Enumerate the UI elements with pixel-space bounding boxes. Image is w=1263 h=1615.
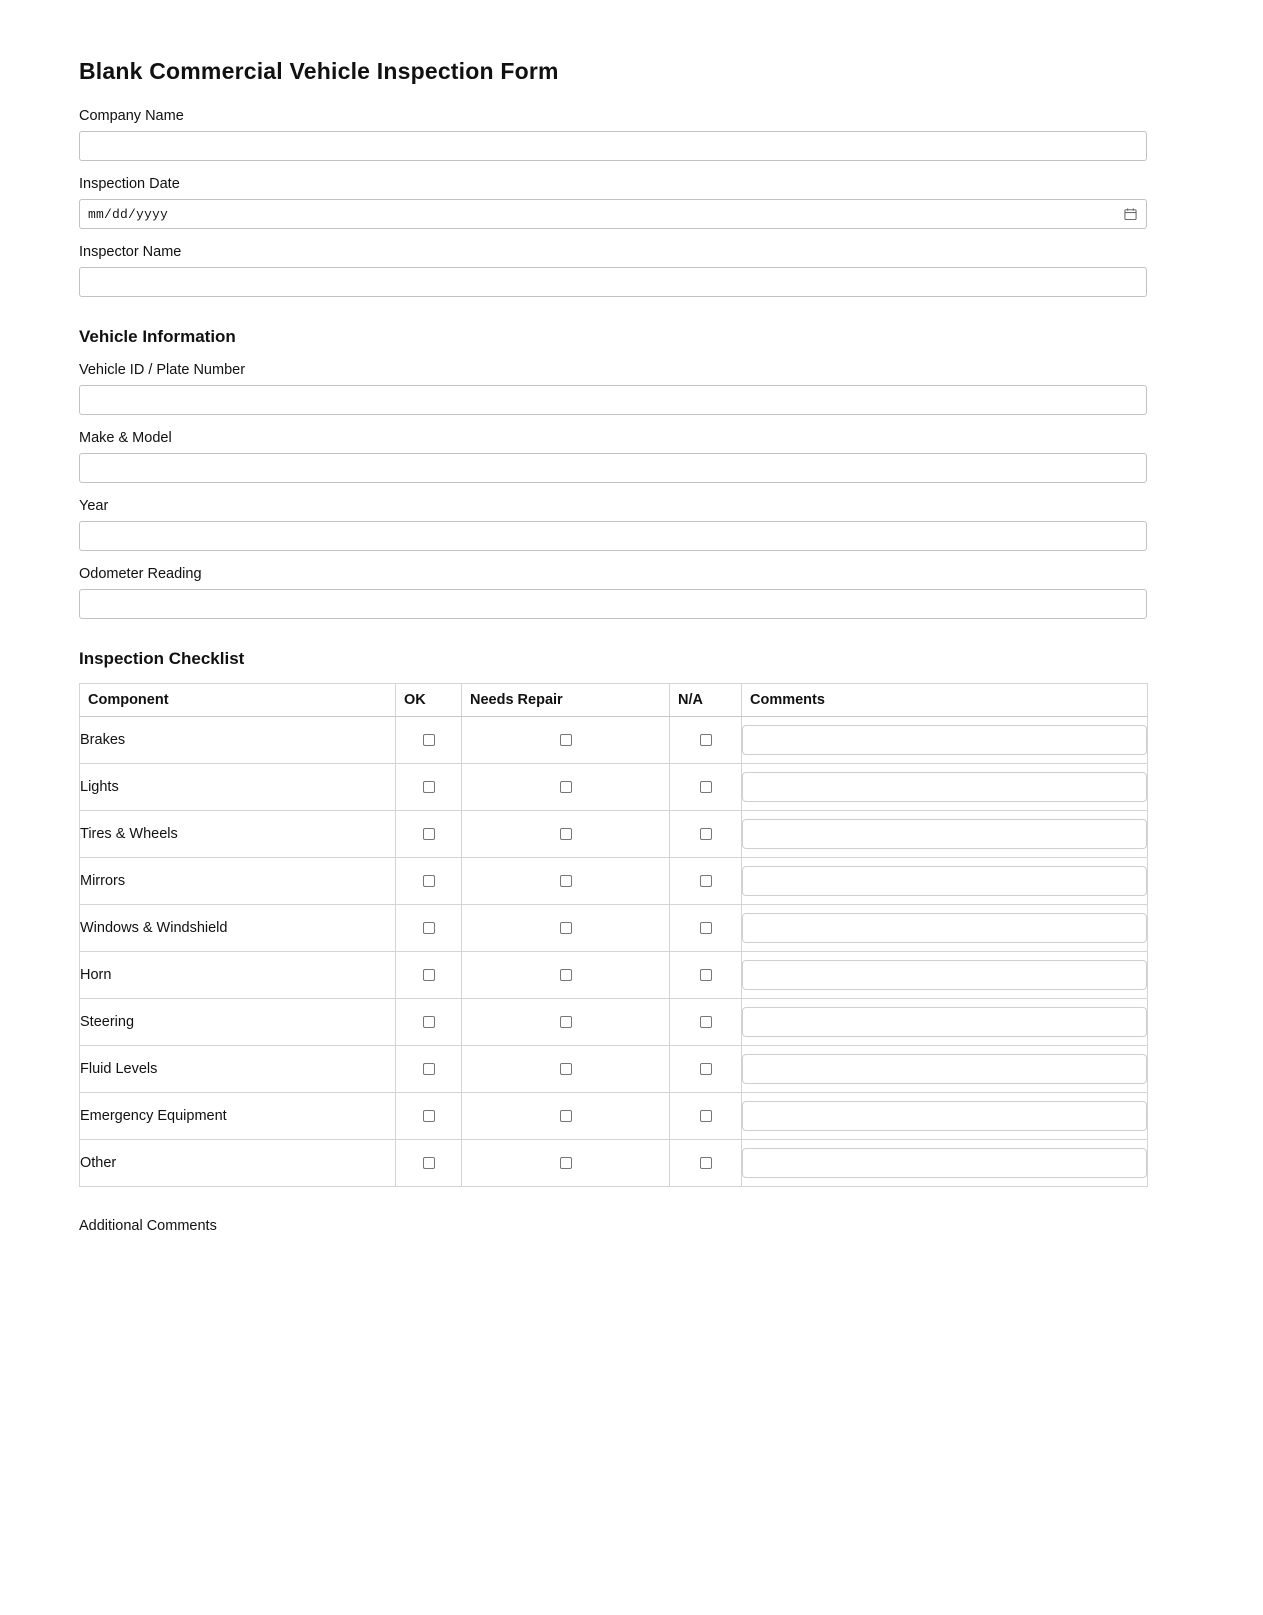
ok-checkbox-cell bbox=[396, 858, 462, 905]
na-checkbox-cell bbox=[670, 1093, 742, 1140]
additional-comments-label: Additional Comments bbox=[79, 1218, 217, 1234]
needs-repair-checkbox-cell bbox=[462, 1046, 670, 1093]
table-row bbox=[80, 999, 1148, 1046]
comment-cell bbox=[742, 717, 1148, 764]
comment-input[interactable] bbox=[742, 1007, 1147, 1037]
ok-checkbox-cell bbox=[396, 811, 462, 858]
table-row bbox=[80, 1093, 1148, 1140]
year-label: Year bbox=[79, 498, 109, 514]
component-name-cell: Other bbox=[80, 1140, 396, 1187]
component-name-cell: Steering bbox=[80, 999, 396, 1046]
field-vehicle-id bbox=[79, 361, 1148, 415]
vehicle-id-input[interactable] bbox=[79, 385, 1147, 415]
ok-checkbox[interactable] bbox=[423, 1157, 435, 1169]
ok-checkbox[interactable] bbox=[423, 969, 435, 981]
na-checkbox[interactable] bbox=[700, 969, 712, 981]
comment-input[interactable] bbox=[742, 960, 1147, 990]
comment-cell bbox=[742, 999, 1148, 1046]
inspection-date-input[interactable] bbox=[79, 199, 1147, 229]
na-checkbox-cell bbox=[670, 858, 742, 905]
table-row bbox=[80, 811, 1148, 858]
comment-input[interactable] bbox=[742, 1054, 1147, 1084]
na-checkbox-cell bbox=[670, 1046, 742, 1093]
table-row bbox=[80, 952, 1148, 999]
company-name-input[interactable] bbox=[79, 131, 1147, 161]
comment-input[interactable] bbox=[742, 772, 1147, 802]
needs-repair-checkbox-cell bbox=[462, 905, 670, 952]
comment-input[interactable] bbox=[742, 1101, 1147, 1131]
inspector-name-input[interactable] bbox=[79, 267, 1147, 297]
na-checkbox[interactable] bbox=[700, 875, 712, 887]
table-row bbox=[80, 1046, 1148, 1093]
needs-repair-checkbox[interactable] bbox=[560, 1110, 572, 1122]
needs-repair-checkbox-cell bbox=[462, 1140, 670, 1187]
component-name-cell: Brakes bbox=[80, 717, 396, 764]
field-odometer bbox=[79, 565, 1148, 619]
na-checkbox[interactable] bbox=[700, 734, 712, 746]
needs-repair-checkbox-cell bbox=[462, 717, 670, 764]
company-name-label: Company Name bbox=[79, 108, 184, 124]
calendar-icon[interactable] bbox=[1124, 208, 1137, 221]
field-make-model bbox=[79, 429, 1148, 483]
needs-repair-checkbox-cell bbox=[462, 764, 670, 811]
na-checkbox[interactable] bbox=[700, 1016, 712, 1028]
na-checkbox[interactable] bbox=[700, 1157, 712, 1169]
ok-checkbox[interactable] bbox=[423, 1016, 435, 1028]
inspection-date-label: Inspection Date bbox=[79, 176, 180, 192]
vehicle-information-heading: Vehicle Information bbox=[79, 327, 236, 346]
comment-cell bbox=[742, 905, 1148, 952]
component-name-cell: Horn bbox=[80, 952, 396, 999]
comment-cell bbox=[742, 952, 1148, 999]
table-header-row bbox=[80, 684, 1148, 717]
column-header-ok: OK bbox=[396, 684, 462, 717]
field-inspector-name bbox=[79, 243, 1148, 297]
odometer-label: Odometer Reading bbox=[79, 566, 202, 582]
needs-repair-checkbox[interactable] bbox=[560, 828, 572, 840]
component-name-cell: Windows & Windshield bbox=[80, 905, 396, 952]
needs-repair-checkbox[interactable] bbox=[560, 1157, 572, 1169]
ok-checkbox-cell bbox=[396, 717, 462, 764]
ok-checkbox-cell bbox=[396, 1046, 462, 1093]
component-name-cell: Lights bbox=[80, 764, 396, 811]
needs-repair-checkbox-cell bbox=[462, 811, 670, 858]
checklist-body bbox=[80, 717, 1148, 1187]
na-checkbox-cell bbox=[670, 905, 742, 952]
na-checkbox-cell bbox=[670, 811, 742, 858]
ok-checkbox-cell bbox=[396, 999, 462, 1046]
comment-input[interactable] bbox=[742, 866, 1147, 896]
na-checkbox[interactable] bbox=[700, 1110, 712, 1122]
needs-repair-checkbox-cell bbox=[462, 952, 670, 999]
component-name-cell: Tires & Wheels bbox=[80, 811, 396, 858]
na-checkbox[interactable] bbox=[700, 922, 712, 934]
year-input[interactable] bbox=[79, 521, 1147, 551]
vehicle-id-label: Vehicle ID / Plate Number bbox=[79, 362, 246, 378]
inspection-date-placeholder: mm/dd/yyyy bbox=[88, 206, 169, 222]
field-year bbox=[79, 497, 1148, 551]
needs-repair-checkbox-cell bbox=[462, 999, 670, 1046]
ok-checkbox[interactable] bbox=[423, 734, 435, 746]
needs-repair-checkbox[interactable] bbox=[560, 922, 572, 934]
make-model-input[interactable] bbox=[79, 453, 1147, 483]
needs-repair-checkbox-cell bbox=[462, 858, 670, 905]
table-row bbox=[80, 858, 1148, 905]
table-row bbox=[80, 764, 1148, 811]
page-title: Blank Commercial Vehicle Inspection Form bbox=[79, 58, 559, 84]
na-checkbox-cell bbox=[670, 717, 742, 764]
needs-repair-checkbox[interactable] bbox=[560, 781, 572, 793]
ok-checkbox-cell bbox=[396, 952, 462, 999]
make-model-label: Make & Model bbox=[79, 430, 172, 446]
field-additional-comments bbox=[79, 1217, 1148, 1241]
column-header-comments: Comments bbox=[742, 684, 1148, 717]
ok-checkbox-cell bbox=[396, 764, 462, 811]
column-header-component: Component bbox=[80, 684, 396, 717]
table-row bbox=[80, 1140, 1148, 1187]
component-name-cell: Fluid Levels bbox=[80, 1046, 396, 1093]
comment-input[interactable] bbox=[742, 1148, 1147, 1178]
inspection-checklist-table bbox=[79, 683, 1148, 1187]
comment-cell bbox=[742, 811, 1148, 858]
field-inspection-date bbox=[79, 175, 1148, 229]
inspection-checklist-heading: Inspection Checklist bbox=[79, 649, 245, 668]
ok-checkbox-cell bbox=[396, 1140, 462, 1187]
comment-input[interactable] bbox=[742, 913, 1147, 943]
comment-input[interactable] bbox=[742, 725, 1147, 755]
inspector-name-label: Inspector Name bbox=[79, 244, 182, 260]
ok-checkbox[interactable] bbox=[423, 875, 435, 887]
comment-input[interactable] bbox=[742, 819, 1147, 849]
ok-checkbox[interactable] bbox=[423, 1063, 435, 1075]
needs-repair-checkbox[interactable] bbox=[560, 734, 572, 746]
table-row bbox=[80, 717, 1148, 764]
na-checkbox[interactable] bbox=[700, 781, 712, 793]
na-checkbox-cell bbox=[670, 952, 742, 999]
ok-checkbox[interactable] bbox=[423, 922, 435, 934]
ok-checkbox[interactable] bbox=[423, 781, 435, 793]
table-row bbox=[80, 905, 1148, 952]
column-header-na: N/A bbox=[670, 684, 742, 717]
comment-cell bbox=[742, 764, 1148, 811]
needs-repair-checkbox-cell bbox=[462, 1093, 670, 1140]
odometer-input[interactable] bbox=[79, 589, 1147, 619]
comment-cell bbox=[742, 1140, 1148, 1187]
na-checkbox[interactable] bbox=[700, 828, 712, 840]
na-checkbox[interactable] bbox=[700, 1063, 712, 1075]
needs-repair-checkbox[interactable] bbox=[560, 1063, 572, 1075]
needs-repair-checkbox[interactable] bbox=[560, 875, 572, 887]
comment-cell bbox=[742, 1093, 1148, 1140]
ok-checkbox-cell bbox=[396, 1093, 462, 1140]
component-name-cell: Mirrors bbox=[80, 858, 396, 905]
comment-cell bbox=[742, 858, 1148, 905]
component-name-cell: Emergency Equipment bbox=[80, 1093, 396, 1140]
needs-repair-checkbox[interactable] bbox=[560, 1016, 572, 1028]
ok-checkbox-cell bbox=[396, 905, 462, 952]
na-checkbox-cell bbox=[670, 999, 742, 1046]
ok-checkbox[interactable] bbox=[423, 828, 435, 840]
ok-checkbox[interactable] bbox=[423, 1110, 435, 1122]
needs-repair-checkbox[interactable] bbox=[560, 969, 572, 981]
comment-cell bbox=[742, 1046, 1148, 1093]
field-company-name bbox=[79, 107, 1148, 161]
na-checkbox-cell bbox=[670, 764, 742, 811]
na-checkbox-cell bbox=[670, 1140, 742, 1187]
column-header-needs-repair: Needs Repair bbox=[462, 684, 670, 717]
